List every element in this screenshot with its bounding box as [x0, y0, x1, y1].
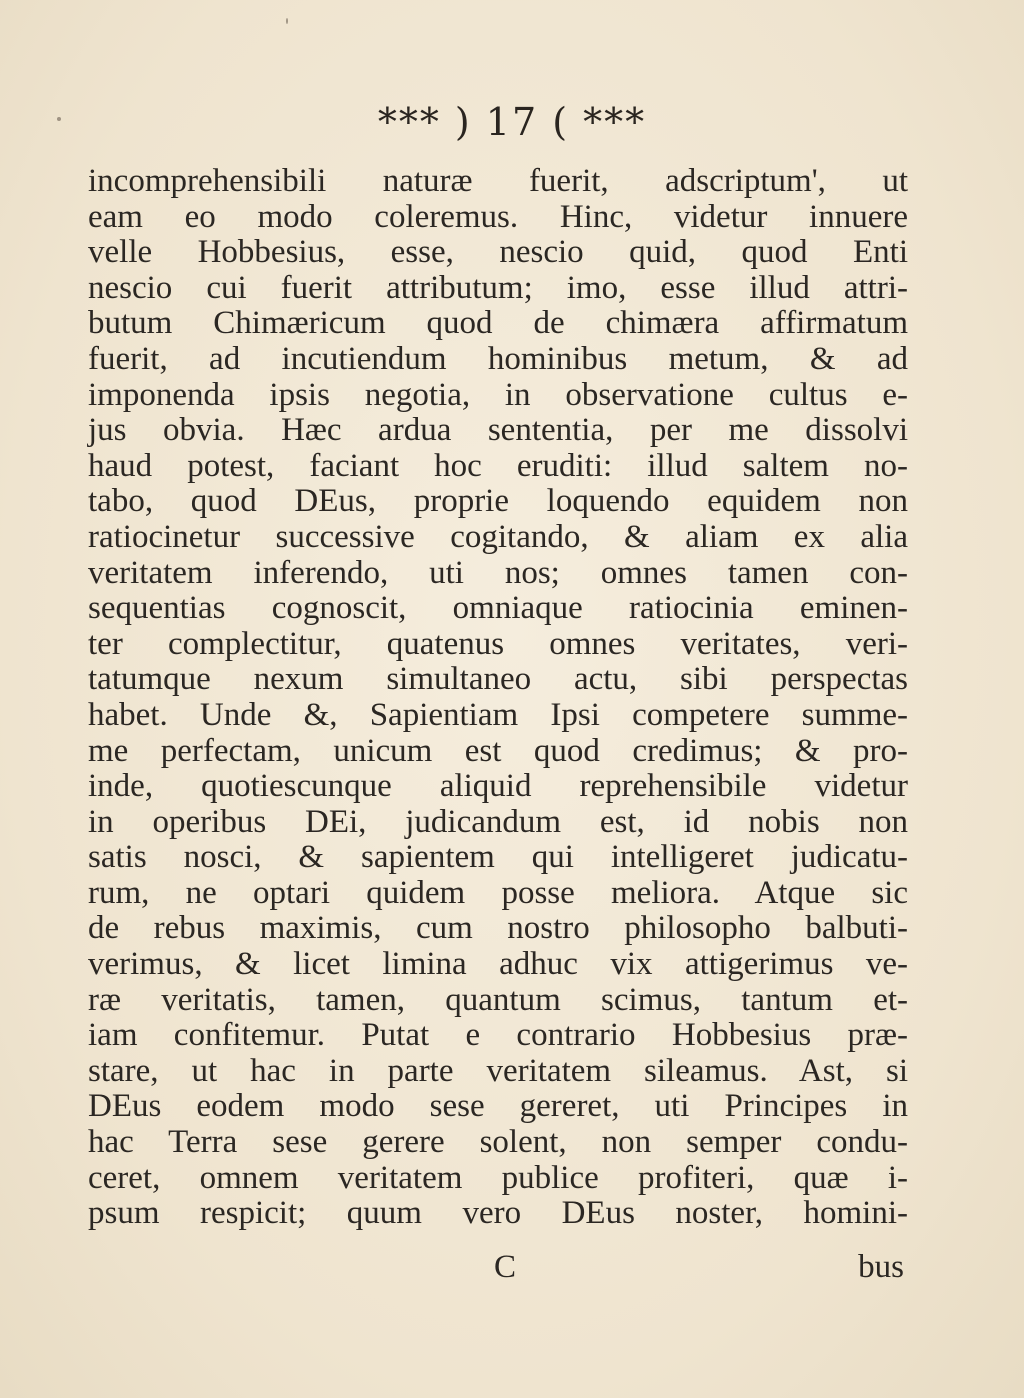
page-number-marker: *** ) 17 ( *** — [377, 100, 647, 144]
text-line: butum Chimæricum quod de chimæra affirmatum — [88, 305, 908, 342]
text-line: veritatem inferendo, uti nos; omnes tamen con- — [88, 554, 908, 591]
page-footer — [88, 1249, 908, 1289]
text-line: ceret, omnem veritatem publice profiteri, quæ i- — [88, 1159, 908, 1196]
text-line: imponenda ipsis negotia, in observatione cultus e- — [88, 376, 908, 413]
page-header — [0, 100, 1024, 144]
text-line: DEus eodem modo sese gereret, uti Principes in — [88, 1088, 908, 1125]
text-line: inde, quotiescunque aliquid reprehensibile videtur — [88, 768, 908, 805]
text-line: de rebus maximis, cum nostro philosopho balbuti- — [88, 910, 908, 947]
text-line: ter complectitur, quatenus omnes veritates, veri- — [88, 625, 908, 662]
text-line: hac Terra sese gerere solent, non semper condu- — [88, 1124, 908, 1161]
text-line: ratiocinetur successive cogitando, & aliam ex alia — [88, 518, 908, 555]
text-line: haud potest, faciant hoc eruditi: illud saltem no- — [88, 447, 908, 484]
text-line: velle Hobbesius, esse, nescio quid, quod Enti — [88, 234, 908, 271]
paper-speck — [286, 18, 288, 24]
text-line: tatumque nexum simultaneo actu, sibi perspectas — [88, 661, 908, 698]
text-line: me perfectam, unicum est quod credimus; & pro- — [88, 732, 908, 769]
text-line: fuerit, ad incutiendum hominibus metum, & ad — [88, 340, 908, 377]
text-line: eam eo modo coleremus. Hinc, videtur innuere — [88, 198, 908, 235]
text-line: psum respicit; quum vero DEus noster, homini- — [88, 1195, 908, 1232]
body-text — [88, 164, 908, 1232]
text-line: in operibus DEi, judicandum est, id nobis non — [88, 803, 908, 840]
text-line: sequentias cognoscit, omniaque ratiocinia eminen- — [88, 590, 908, 627]
text-line: habet. Unde &, Sapientiam Ipsi competere summe- — [88, 696, 908, 733]
text-line: stare, ut hac in parte veritatem sileamus. Ast, si — [88, 1052, 908, 1089]
paper-speck — [57, 117, 61, 121]
text-line: satis nosci, & sapientem qui intelligeret judicatu- — [88, 839, 908, 876]
text-line: verimus, & licet limina adhuc vix attigerimus ve- — [88, 946, 908, 983]
text-line: rum, ne optari quidem posse meliora. Atque sic — [88, 874, 908, 911]
text-line: ræ veritatis, tamen, quantum scimus, tantum et- — [88, 981, 908, 1018]
signature-mark: C — [494, 1249, 517, 1285]
text-line: nescio cui fuerit attributum; imo, esse illud attri- — [88, 269, 908, 306]
text-line: jus obvia. Hæc ardua sententia, per me dissolvi — [88, 412, 908, 449]
text-line: iam confitemur. Putat e contrario Hobbesius præ- — [88, 1017, 908, 1054]
text-line: tabo, quod DEus, proprie loquendo equidem non — [88, 483, 908, 520]
catchword: bus — [858, 1249, 904, 1285]
text-line: incomprehensibili naturæ fuerit, adscriptum', ut — [88, 163, 908, 199]
